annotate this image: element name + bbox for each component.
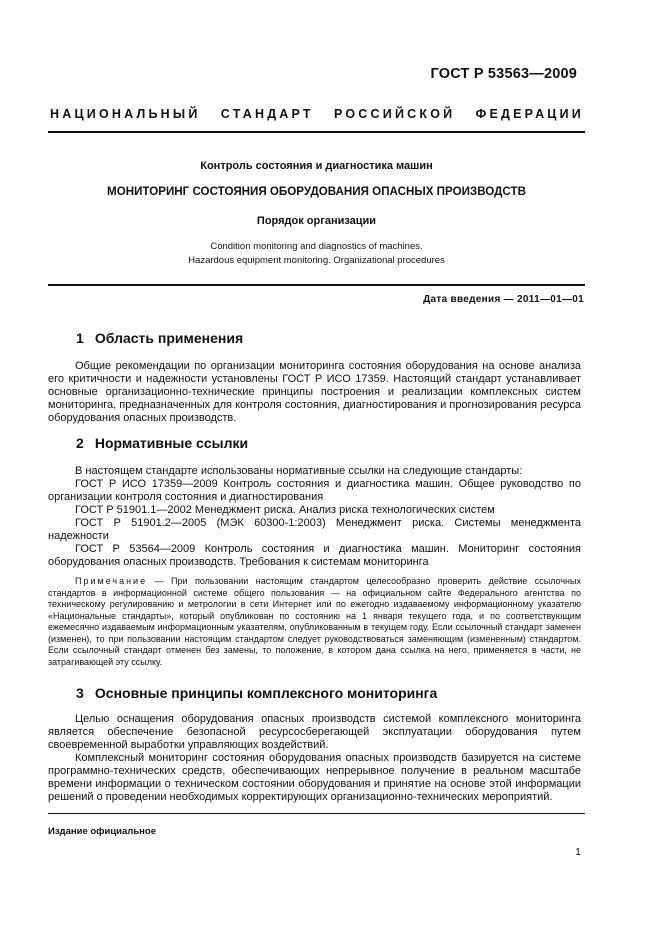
reference-item: ГОСТ Р 51901.2—2005 (МЭК 60300-1:2003) Менеджмент риска. Системы менеджмента надежности xyxy=(48,517,581,542)
section-number: 1 xyxy=(76,330,84,346)
english-title-line-2: Hazardous equipment monitoring. Organizational procedures xyxy=(188,255,445,266)
section-2-heading xyxy=(76,435,248,451)
page-number: 1 xyxy=(575,846,581,858)
title-divider xyxy=(48,284,585,286)
references-note xyxy=(48,576,581,668)
introduction-date: Дата введения — 2011—01—01 xyxy=(423,294,584,305)
section-1-heading xyxy=(76,330,243,346)
references-intro: В настоящем стандарте использованы нормативные ссылки на следующие стандарты: xyxy=(75,465,523,477)
note-label: Примечание xyxy=(75,576,148,586)
section-3-paragraph: Комплексный мониторинг состояния оборудования опасных производств базируется на системе программно-технических средств, обеспечивающих непрерывное получение в реальном масштабе времени информации о техническом состоянии оборудования и принятие на основе этой информации решений о проведении необходимых корректирующих организационно-технических мероприятий. xyxy=(48,752,581,803)
section-1-paragraph: Общие рекомендации по организации мониторинга состояния оборудования на основе анализа его критичности и надежности установлены ГОСТ Р ИСО 17359. Настоящий стандарт устанавливает основные организационно-технические принципы построения и реализации комплексных систем мониторинга, предназначенных для контроля состояния, диагностирования и прогнозирования ресурса оборудования опасных производств. xyxy=(48,360,581,424)
note-text: — При пользовании настоящим стандартом целесообразно проверить действие ссылочных стандартов в информационной системе общего пользования — на официальном сайте Федерального агентства по техническому регулированию и метрологии в сети Интернет или по ежегодно издаваемому информационному указателю «Национальные стандарты», который опубликован по состоянию на 1 января текущего года, и по соответствующим ежемесячно издаваемым информационным указателям, опубликованным в текущем году. Если ссылочный стандарт заменен (изменен), то при пользовании настоящим стандартом следует руководствоваться заменяющим (измененным) стандартом. Если ссылочный стандарт отменен без замены, то положение, в котором дана ссылка на него, применяется в части, не затрагивающей эту ссылку. xyxy=(48,576,581,667)
english-title-line-1: Condition monitoring and diagnostics of machines. xyxy=(210,241,423,252)
national-standard-line: НАЦИОНАЛЬНЫЙ СТАНДАРТ РОССИЙСКОЙ ФЕДЕРАЦИИ xyxy=(50,107,584,121)
reference-item: ГОСТ Р 51901.1—2002 Менеджмент риска. Анализ риска технологических систем xyxy=(75,504,495,516)
reference-item: ГОСТ Р 53564—2009 Контроль состояния и диагностика машин. Мониторинг состояния оборудования опасных производств. Требования к системам мониторинга xyxy=(48,543,581,568)
section-title: Основные принципы комплексного мониторинга xyxy=(94,685,438,701)
section-3-heading xyxy=(76,685,437,701)
section-title: Нормативные ссылки xyxy=(94,435,249,451)
footer-divider xyxy=(48,813,585,814)
section-number: 3 xyxy=(76,685,84,701)
section-3-paragraph: Целью оснащения оборудования опасных производств системой комплексного мониторинга является обеспечение безопасной ресурсосберегающей эксплуатации оборудования путем своевременной выработки управляющих воздействий. xyxy=(48,713,581,751)
section-title: Область применения xyxy=(94,330,244,346)
subject-title: Контроль состояния и диагностика машин xyxy=(200,160,433,172)
section-number: 2 xyxy=(76,435,84,451)
reference-item: ГОСТ Р ИСО 17359—2009 Контроль состояния и диагностика машин. Общее руководство по организации контроля состояния и диагностирования xyxy=(48,478,581,503)
header-divider xyxy=(48,131,585,133)
procedure-subtitle: Порядок организации xyxy=(256,215,377,227)
main-title: МОНИТОРИНГ СОСТОЯНИЯ ОБОРУДОВАНИЯ ОПАСНЫХ ПРОИЗВОДСТВ xyxy=(107,185,526,198)
official-edition-label: Издание официальное xyxy=(48,826,156,837)
document-number: ГОСТ Р 53563—2009 xyxy=(430,66,577,82)
